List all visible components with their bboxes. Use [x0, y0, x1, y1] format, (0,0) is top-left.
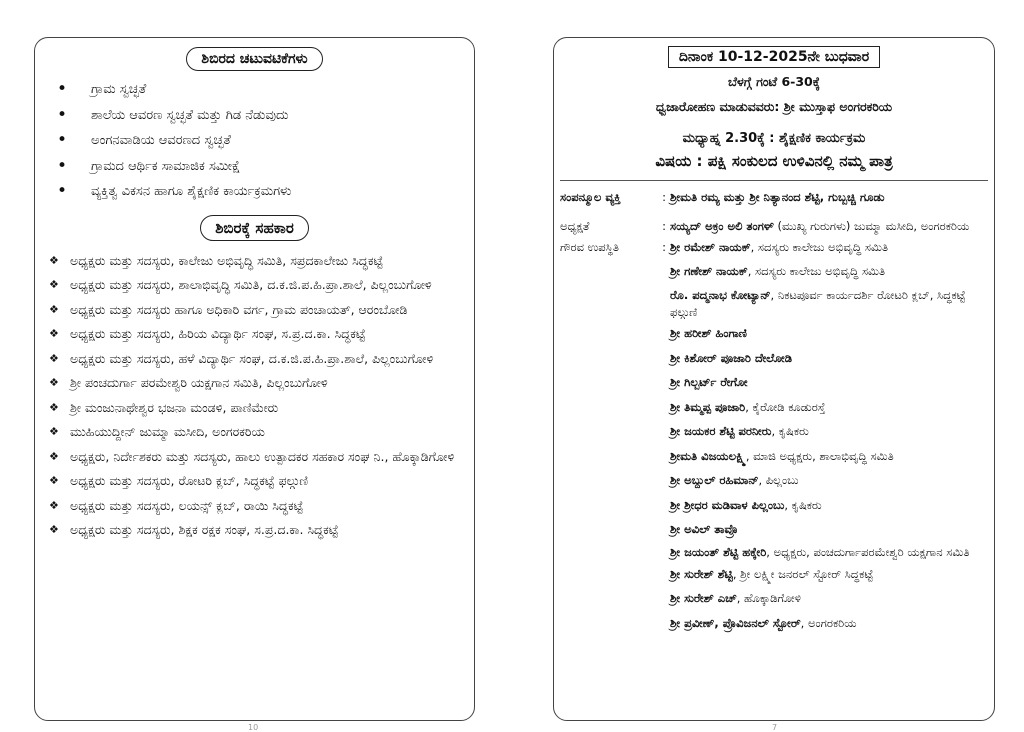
guest-item: ಶ್ರೀ ಹರೀಶ್ ಹಿಂಗಾಣಿ: [670, 326, 747, 340]
guest-item: ಶ್ರೀ ಗಣೇಶ್ ನಾಯಕ್, ಸದಸ್ಯರು ಕಾಲೇಜು ಅಭಿವೃದ್ಧಿ ಸಮಿತಿ: [670, 264, 886, 278]
guest-item: ಶ್ರೀ ರಮೇಶ್ ನಾಯಕ್, ಸದಸ್ಯರು ಕಾಲೇಜು ಅಭಿವೃದ್ಧಿ ಸಮಿತಿ: [670, 240, 889, 254]
flag-hoisting: ಧ್ವಜಾರೋಹಣ ಮಾಡುವವರು: ಶ್ರೀ ಮುಸ್ತಾಫ ಅಂಗರಕರಿಯ: [655, 99, 893, 114]
guests-list: [670, 239, 986, 635]
list-item: • ಅಂಗನವಾಡಿಯ ಆವರಣದ ಸ್ವಚ್ಛತೆ: [55, 128, 474, 154]
list-item: ❖ ಅಧ್ಯಕ್ಷರು ಮತ್ತು ಸದಸ್ಯರು, ಹಳೆ ವಿದ್ಯಾರ್ಥಿ ಸಂಘ, ದ.ಕ.ಜಿ.ಪ.ಹಿ.ಪ್ರಾ.ಶಾಲೆ, ಪಿಲ್ಲಂಬುಗೋಳಿ: [49, 347, 462, 372]
list-item: ❖ ಅಧ್ಯಕ್ಷರು ಮತ್ತು ಸದಸ್ಯರು, ಶಿಕ್ಷಕ ರಕ್ಷಕ ಸಂಘ, ಸ.ಪ್ರ.ದ.ಕಾ. ಸಿದ್ಧಕಟ್ಟೆ: [49, 518, 462, 543]
divider: [560, 180, 988, 181]
guest-item: ಶ್ರೀ ಜಯಂತ್ ಶೆಟ್ಟಿ ಹಕ್ಕೇರಿ, ಅಧ್ಯಕ್ಷರು, ಪಂಚದುರ್ಗಾಪರಮೇಶ್ವರಿ ಯಕ್ಷಗಾನ ಸಮಿತಿ: [670, 544, 970, 559]
right-page-number: 7: [772, 723, 778, 732]
guest-item: ರೊ. ಪದ್ಮನಾಭ ಕೋಟ್ಯಾನ್, ನಿಕಟಪೂರ್ವ ಕಾರ್ಯದರ್ಶಿ ರೋಟರಿ ಕ್ಲಬ್, ಸಿದ್ಧಕಟ್ಟೆ ಫಲ್ಗುಣಿ: [670, 288, 966, 319]
activities-header: [35, 47, 474, 71]
resource-row: ಸಂಪನ್ಮೂಲ ವ್ಯಕ್ತಿ : ಶ್ರೀಮತಿ ರಮ್ಯ ಮತ್ತು ಶ್ರೀ ನಿತ್ಯಾನಂದ ಶೆಟ್ಟಿ, ಗುಬ್ಬಚ್ಚಿ ಗೂಡು: [560, 189, 986, 206]
list-item: • ವ್ಯಕ್ತಿತ್ವ ವಿಕಸನ ಹಾಗೂ ಶೈಕ್ಷಣಿಕ ಕಾರ್ಯಕ್ರಮಗಳು: [55, 179, 474, 205]
right-page: [553, 37, 995, 721]
list-item: ❖ ಶ್ರೀ ಪಂಚದುರ್ಗಾ ಪರಮೇಶ್ವರಿ ಯಕ್ಷಗಾನ ಸಮಿತಿ, ಪಿಲ್ಲಂಬುಗೋಳಿ: [49, 371, 462, 396]
details-table: [560, 189, 986, 635]
presidency-row: ಅಧ್ಯಕ್ಷತೆ : ಸಯ್ಯದ್ ಅಕ್ರಂ ಅಲಿ ತಂಗಳ್ (ಮುಖ್ಯ ಗುರುಗಳು) ಜುಮ್ಮಾ ಮಸೀದಿ, ಅಂಗರಕರಿಯ: [560, 219, 970, 233]
resource-value: ಶ್ರೀಮತಿ ರಮ್ಯ ಮತ್ತು ಶ್ರೀ ನಿತ್ಯಾನಂದ ಶೆಟ್ಟಿ, ಗುಬ್ಬಚ್ಚಿ ಗೂಡು: [670, 190, 885, 204]
morning-time: ಬೆಳಗ್ಗೆ ಗಂಟೆ 6-30ಕ್ಕೆ: [727, 74, 821, 89]
guest-item: ಶ್ರೀ ಪ್ರವೀಣ್, ಪ್ರೊವಿಜನಲ್ ಸ್ಟೋರ್, ಅಂಗರಕರಿಯ: [670, 615, 857, 630]
guest-item: ಶ್ರೀಮತಿ ವಿಜಯಲಕ್ಷ್ಮಿ, ಮಾಜಿ ಅಧ್ಯಕ್ಷರು, ಶಾಲಾಭಿವೃದ್ಧಿ ಸಮಿತಿ: [670, 448, 894, 463]
guest-item: ಶ್ರೀ ಅಬ್ದುಲ್ ರಹಿಮಾನ್, ಪಿಲ್ಲಂಬು: [670, 473, 799, 487]
list-item: • ಗ್ರಾಮ ಸ್ವಚ್ಛತೆ: [55, 77, 474, 103]
guests-label: ಗೌರವ ಉಪಸ್ಥಿತಿ: [560, 240, 620, 254]
list-item: ❖ ಅಧ್ಯಕ್ಷರು ಮತ್ತು ಸದಸ್ಯರು, ಶಾಲಾಭಿವೃದ್ಧಿ ಸಮಿತಿ, ದ.ಕ.ಜಿ.ಪ.ಹಿ.ಪ್ರಾ.ಶಾಲೆ, ಪಿಲ್ಲಂಬುಗೋಳಿ: [49, 273, 462, 298]
guest-item: ಶ್ರೀ ಶ್ರೀಧರ ಮಡಿವಾಳ ಪಿಲ್ಲಂಬು, ಕೃಷಿಕರು: [670, 497, 822, 512]
list-item: ❖ ಅಧ್ಯಕ್ಷರು ಮತ್ತು ಸದಸ್ಯರು ಹಾಗೂ ಅಧಿಕಾರಿ ವರ್ಗ, ಗ್ರಾಮ ಪಂಚಾಯತ್, ಆರಂಬೋಡಿ: [49, 298, 462, 323]
guest-item: ಶ್ರೀ ಜಯಕರ ಶೆಟ್ಟಿ ಪರನೀರು, ಕೃಷಿಕರು: [670, 424, 809, 438]
guest-item: ಶ್ರೀ ಕಿಶೋರ್ ಪೂಜಾರಿ ದೇಲೋಡಿ: [670, 350, 792, 365]
activities-title: ಶಿಬಿರದ ಚಟುವಟಿಕೆಗಳು: [186, 47, 322, 71]
guest-item: ಶ್ರೀ ಅವಿಲ್ ತಾವ್ರೊ: [670, 522, 738, 536]
guest-item: ಶ್ರೀ ಸುರೇಶ್ ಶೆಟ್ಟಿ, ಶ್ರೀ ಲಕ್ಷ್ಮೀ ಜನರಲ್ ಸ್ಟೋರ್ ಸಿದ್ಧಕಟ್ಟೆ: [670, 566, 874, 581]
support-title: ಶಿಬಿರಕ್ಕೆ ಸಹಕಾರ: [200, 215, 309, 241]
guest-item: ಶ್ರೀ ಸುರೇಶ್ ಎಚ್, ಹೊಕ್ಕಾಡಿಗೋಳಿ: [670, 591, 801, 605]
list-item: ❖ ಅಧ್ಯಕ್ಷರು, ನಿರ್ದೇಶಕರು ಮತ್ತು ಸದಸ್ಯರು, ಹಾಲು ಉತ್ಪಾದಕರ ಸಹಕಾರ ಸಂಘ ನಿ., ಹೊಕ್ಕಾಡಿಗೋಳಿ: [49, 445, 462, 470]
list-item: ❖ ಅಧ್ಯಕ್ಷರು ಮತ್ತು ಸದಸ್ಯರು, ಹಿರಿಯ ವಿದ್ಯಾರ್ಥಿ ಸಂಘ, ಸ.ಪ್ರ.ದ.ಕಾ. ಸಿದ್ಧಕಟ್ಟೆ: [49, 322, 462, 347]
presidency-label: ಅಧ್ಯಕ್ಷತೆ: [560, 219, 590, 233]
supporters-list: [35, 249, 474, 543]
resource-label: ಸಂಪನ್ಮೂಲ ವ್ಯಕ್ತಿ: [560, 190, 621, 204]
list-item: ❖ ಶ್ರೀ ಮಂಜುನಾಥೇಶ್ವರ ಭಜನಾ ಮಂಡಳಿ, ಪಾಣಿಮೇರು: [49, 396, 462, 421]
presidency-detail: (ಮುಖ್ಯ ಗುರುಗಳು) ಜುಮ್ಮಾ ಮಸೀದಿ, ಅಂಗರಕರಿಯ: [777, 219, 970, 233]
list-item: • ಶಾಲೆಯ ಆವರಣ ಸ್ವಚ್ಛತೆ ಮತ್ತು ಗಿಡ ನೆಡುವುದು: [55, 103, 474, 129]
list-item: ❖ ಮುಹಿಯುದ್ದೀನ್ ಜುಮ್ಮಾ ಮಸೀದಿ, ಅಂಗರಕರಿಯ: [49, 420, 462, 445]
activities-list: [35, 77, 474, 205]
date-box: ದಿನಾಂಕ 10-12-2025ನೇ ಬುಧವಾರ: [668, 46, 880, 68]
list-item: ❖ ಅಧ್ಯಕ್ಷರು ಮತ್ತು ಸದಸ್ಯರು, ರೋಟರಿ ಕ್ಲಬ್, ಸಿದ್ಧಕಟ್ಟೆ ಫಲ್ಗುಣಿ: [49, 469, 462, 494]
subject-line: ವಿಷಯ : ಪಕ್ಷಿ ಸಂಕುಲದ ಉಳಿವಿನಲ್ಲಿ ನಮ್ಮ ಪಾತ್ರ: [655, 152, 893, 170]
support-header: [35, 215, 474, 241]
left-page: [34, 37, 475, 721]
afternoon-program: ಮಧ್ಯಾಹ್ನ 2.30ಕ್ಕೆ : ಶೈಕ್ಷಣಿಕ ಕಾರ್ಯಕ್ರಮ: [682, 131, 866, 146]
list-item: • ಗ್ರಾಮದ ಆರ್ಥಿಕ ಸಾಮಾಜಿಕ ಸಮೀಕ್ಷೆ: [55, 154, 474, 180]
guest-item: ಶ್ರೀ ಗಿಲ್ಬರ್ಟ್ ರೇಗೋ: [670, 375, 748, 389]
guests-row: ಗೌರವ ಉಪಸ್ಥಿತಿ : ಶ್ರೀ ರಮೇಶ್ ನಾಯಕ್, ಸದಸ್ಯರು ಕಾಲೇಜು ಅಭಿವೃದ್ಧಿ ಸಮಿತಿ ಶ್ರೀ ಗಣೇಶ್ ನಾಯಕ್, ಸದಸ್ಯರು ಕಾಲೇಜು ಅಭಿವೃದ್ಧಿ ಸಮಿತಿ ರೊ. ಪದ್ಮನಾಭ ಕೋಟ್ಯಾನ್, ನಿಕಟಪೂರ್ವ ಕಾರ್ಯದರ್ಶಿ ರೋಟರಿ ಕ್ಲಬ್, ಸಿದ್ಧಕಟ್ಟೆ ಫಲ್ಗುಣಿ ಶ್ರೀ ಹರೀಶ್ ಹಿಂಗಾಣಿ ಶ್ರೀ ಕಿಶೋರ್ ಪೂಜಾರಿ ದೇಲೋಡಿ ಶ್ರೀ ಗಿಲ್ಬರ್ಟ್ ರೇಗೋ ಶ್ರೀ ತಿಮ್ಮಪ್ಪ ಪೂಜಾರಿ, ಕೈರೋಡಿ ಕೂಡುರಸ್ತೆ ಶ್ರೀ ಜಯಕರ ಶೆಟ್ಟಿ ಪರನೀರು, ಕೃಷಿಕರು ಶ್ರೀಮತಿ ವಿಜಯಲಕ್ಷ್ಮಿ, ಮಾಜಿ ಅಧ್ಯಕ್ಷರು, ಶಾಲಾಭಿವೃದ್ಧಿ ಸಮಿತಿ ಶ್ರೀ ಅಬ್ದುಲ್ ರಹಿಮಾನ್, ಪಿಲ್ಲಂಬು ಶ್ರೀ ಶ್ರೀಧರ ಮಡಿವಾಳ ಪಿಲ್ಲಂಬು, ಕೃಷಿಕರು ಶ್ರೀ ಅವಿಲ್ ತಾವ್ರೊ ಶ್ರೀ ಜಯಂತ್ ಶೆಟ್ಟಿ ಹಕ್ಕೇರಿ, ಅಧ್ಯಕ್ಷರು, ಪಂಚದುರ್ಗಾಪರಮೇಶ್ವರಿ ಯಕ್ಷಗಾನ ಸಮಿತಿ ಶ್ರೀ ಸುರೇಶ್ ಶೆಟ್ಟಿ, ಶ್ರೀ ಲಕ್ಷ್ಮೀ ಜನರಲ್ ಸ್ಟೋರ್ ಸಿದ್ಧಕಟ್ಟೆ ಶ್ರೀ ಸುರೇಶ್ ಎಚ್, ಹೊಕ್ಕಾಡಿಗೋಳಿ ಶ್ರೀ ಪ್ರವೀಣ್, ಪ್ರೊವಿಜನಲ್ ಸ್ಟೋರ್, ಅಂಗರಕರಿಯ: [560, 239, 986, 635]
list-item: ❖ ಅಧ್ಯಕ್ಷರು ಮತ್ತು ಸದಸ್ಯರು, ಲಯನ್ಸ್ ಕ್ಲಬ್, ರಾಯಿ ಸಿದ್ಧಕಟ್ಟೆ: [49, 494, 462, 519]
presidency-name: ಸಯ್ಯದ್ ಅಕ್ರಂ ಅಲಿ ತಂಗಳ್: [670, 219, 774, 233]
left-page-number: 10: [248, 723, 259, 732]
guest-item: ಶ್ರೀ ತಿಮ್ಮಪ್ಪ ಪೂಜಾರಿ, ಕೈರೋಡಿ ಕೂಡುರಸ್ತೆ: [670, 399, 826, 414]
list-item: ❖ ಅಧ್ಯಕ್ಷರು ಮತ್ತು ಸದಸ್ಯರು, ಕಾಲೇಜು ಅಭಿವೃದ್ಧಿ ಸಮಿತಿ, ಸಪ್ರದಕಾಲೇಜು ಸಿದ್ಧಕಟ್ಟೆ: [49, 249, 462, 274]
